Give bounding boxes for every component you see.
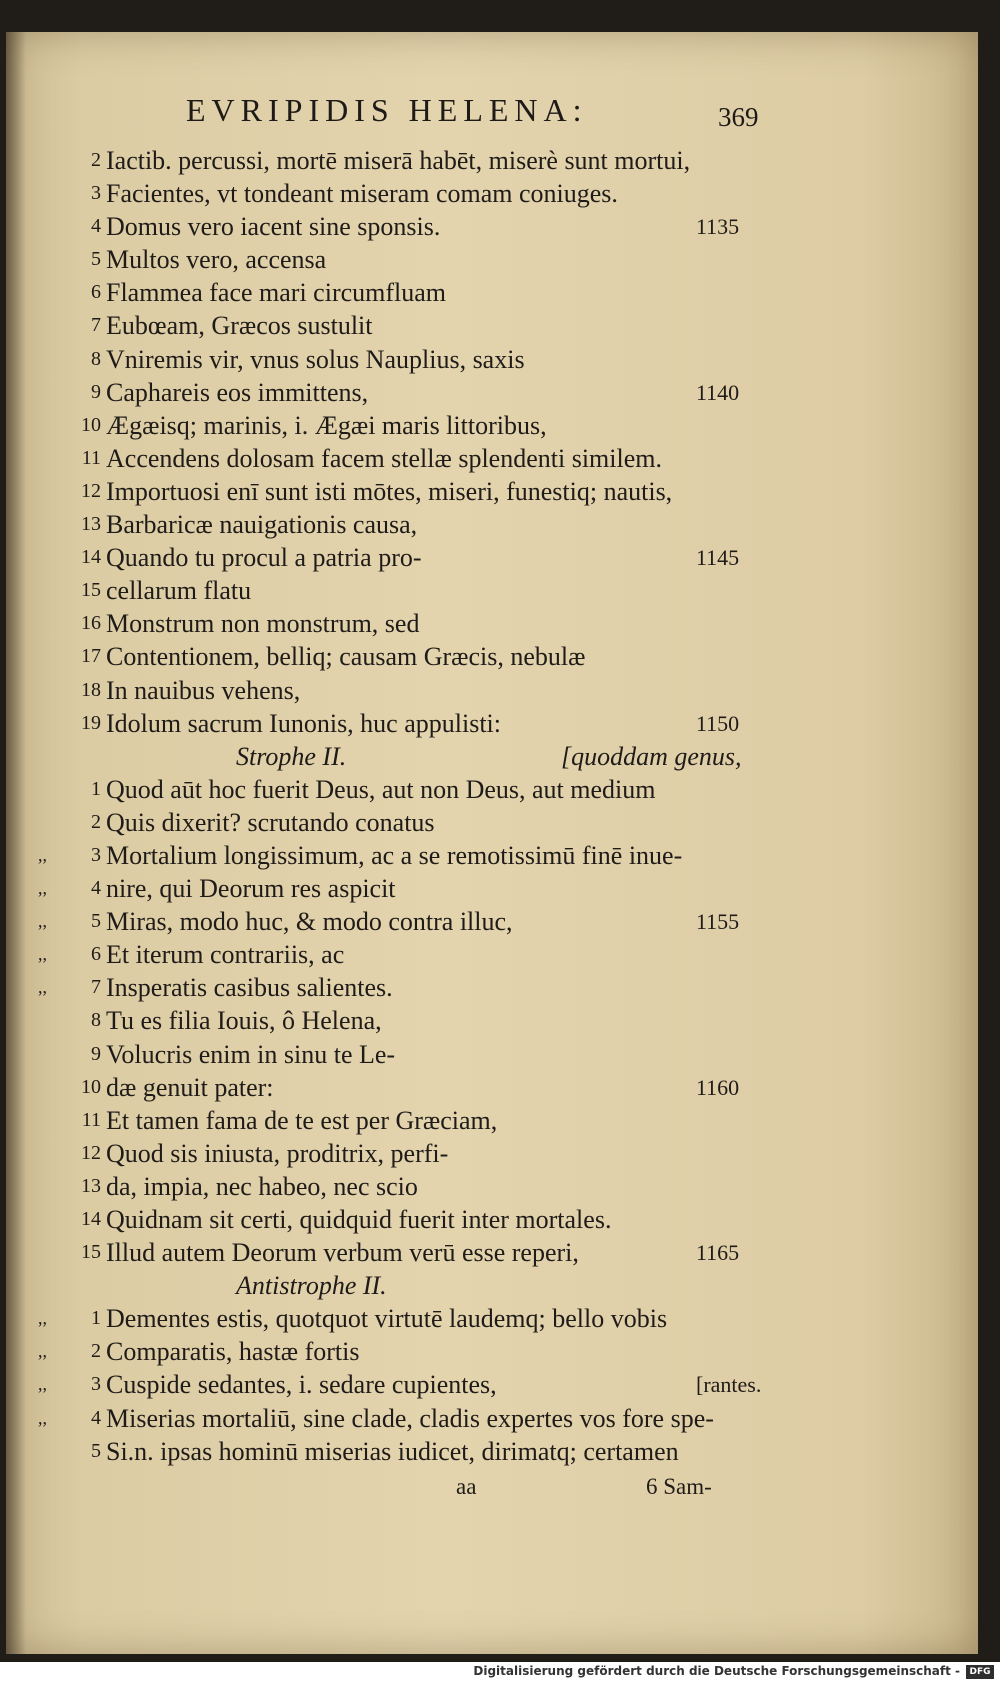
line-text: Miras, modo huc, & modo contra illuc, [106,907,513,937]
line-text: In nauibus vehens, [106,675,301,705]
line-text: da, impia, nec habeo, nec scio [106,1171,418,1201]
text-line [6,607,978,640]
line-number: 12 [81,1141,101,1164]
line-marker: ,, [38,977,47,998]
line-number: 16 [81,612,101,635]
line-number: 15 [81,579,101,602]
line-number: 15 [81,1241,101,1264]
running-title: EVRIPIDIS HELENA: [186,92,588,128]
line-number: 6 [91,281,101,304]
text-line [6,1104,978,1137]
line-number: 9 [91,380,101,403]
line-text: Quod sis iniusta, proditrix, perfi- [106,1138,449,1168]
line-number: 9 [91,1042,101,1065]
line-text: Caphareis eos immittens, [106,377,369,407]
text-line [6,971,978,1004]
line-marker: ,, [38,944,47,965]
text-line [6,376,978,409]
text-line [6,1236,978,1269]
footer-bar [0,1662,1000,1683]
line-number: 11 [81,1108,101,1131]
line-number: 3 [91,182,101,205]
line-number: 2 [91,1340,101,1363]
line-text: Domus vero iacent sine sponsis. [106,212,441,242]
text-line [6,144,978,177]
line-number: 10 [81,413,101,436]
line-number: 18 [81,678,101,701]
line-text: Accendens dolosam facem stellæ splendenti similem. [106,443,662,473]
line-text: Quod aūt hoc fuerit Deus, aut non Deus, aut medium [106,774,656,804]
line-number: 14 [81,546,101,569]
text-line [6,343,978,376]
verse-number: 1150 [696,710,740,736]
line-number: 10 [81,1075,101,1098]
line-text: Idolum sacrum Iunonis, huc appulisti: [106,708,502,738]
line-marker: ,, [38,1407,47,1428]
line-text: Quis dixerit? scrutando conatus [106,807,435,837]
verse-number: 1145 [696,545,740,571]
line-number: 4 [91,215,101,238]
line-text: Contentionem, belliq; causam Græcis, nebulæ [106,642,586,672]
line-text: Si.n. ipsas hominū miserias iudicet, dirimatq; certamen [106,1436,679,1466]
text-line [6,309,978,342]
signature-mark: aa [456,1474,477,1499]
text-line [6,872,978,905]
text-line [6,442,978,475]
line-number: 17 [81,645,101,668]
catchword: 6 Sam- [646,1474,712,1499]
line-number: 12 [81,479,101,502]
line-text: Flammea face mari circumfluam [106,278,447,308]
line-text: Mortalium longissimum, ac a se remotissimū finē inue- [106,840,683,870]
line-text: Illud autem Deorum verbum verū esse reperi, [106,1238,579,1268]
line-text: dæ genuit pater: [106,1072,274,1102]
verse-number: 1165 [696,1240,740,1266]
line-number: 2 [91,149,101,171]
line-number: 8 [91,347,101,370]
line-text: Facientes, vt tondeant miseram comam coniuges. [106,179,618,209]
line-number: 14 [81,1208,101,1230]
line-number: 11 [81,446,101,469]
antistrophe-heading [6,1269,978,1302]
line-text: nire, qui Deorum res aspicit [106,874,396,904]
verse-number: 1160 [696,1074,740,1100]
line-text: Importuosi enī sunt isti mōtes, miseri, funestiq; nautis, [106,476,673,506]
text-line [6,1137,978,1170]
line-marker: ,, [38,1341,47,1362]
text-line [6,210,978,243]
verse-number: 1155 [696,909,740,935]
verse-number: [rantes. [696,1372,762,1398]
text-line [6,707,978,740]
funding-credit: Digitalisierung gefördert durch die Deutsche Forschungsgemeinschaft - [473,1664,960,1678]
text-line [6,1071,978,1104]
line-number: 6 [91,943,101,966]
line-number: 19 [81,711,101,734]
text-line [6,1402,978,1435]
line-number: 4 [91,877,101,900]
line-number: 5 [91,1439,101,1462]
line-marker: ,, [38,1308,47,1329]
text-line [6,640,978,673]
text-line [6,409,978,442]
text-line [6,574,978,607]
antistrophe-title: Antistrophe II. [236,1271,387,1301]
book-page [6,32,978,1654]
line-text: Dementes estis, quotquot virtutē laudemq; bello vobis [106,1304,668,1334]
text-line [6,1368,978,1401]
line-number: 3 [91,843,101,866]
text-line [6,1170,978,1203]
text-line [6,1335,978,1368]
line-text: Miserias mortaliū, sine clade, cladis expertes vos fore spe- [106,1403,714,1433]
text-line [6,1435,978,1468]
line-number: 13 [81,1174,101,1197]
page-number: 369 [718,102,759,132]
text-line [6,475,978,508]
line-text: Quidnam sit certi, quidquid fuerit inter mortales. [106,1205,612,1234]
running-head [6,92,978,142]
text-line [6,177,978,210]
text-line [6,276,978,309]
line-number: 3 [91,1373,101,1396]
line-text: Multos vero, accensa [106,245,327,275]
text-block [6,144,978,1468]
line-marker: ,, [38,911,47,932]
line-marker: ,, [38,878,47,899]
line-number: 1 [91,777,101,800]
strophe-title: Strophe II. [236,741,347,771]
text-line [6,1203,978,1236]
line-number: 13 [81,513,101,536]
verse-number: 1135 [696,214,740,240]
text-line [6,1004,978,1037]
line-text: Cuspide sedantes, i. sedare cupientes, [106,1370,497,1400]
line-number: 7 [91,976,101,999]
line-text: Volucris enim in sinu te Le- [106,1039,396,1069]
line-text: Comparatis, hastæ fortis [106,1337,360,1367]
line-text: Insperatis casibus salientes. [106,973,393,1003]
line-text: Tu es filia Iouis, ô Helena, [106,1006,382,1036]
dfg-logo-icon: DFG [966,1665,994,1679]
line-text: Barbaricæ nauigationis causa, [106,510,418,540]
line-number: 5 [91,248,101,271]
line-number: 7 [91,314,101,337]
line-text: Ægæisq; marinis, i. Ægæi maris littoribus, [106,410,547,440]
line-text: Quando tu procul a patria pro- [106,543,422,573]
text-line [6,839,978,872]
text-line [6,243,978,276]
line-text: Iactib. percussi, mortē miserā habēt, miserè sunt mortui, [106,146,691,175]
text-line [6,773,978,806]
text-line [6,905,978,938]
line-number: 5 [91,910,101,933]
line-number: 1 [91,1307,101,1330]
line-text: Vniremis vir, vnus solus Nauplius, saxis [106,344,525,374]
line-number: 8 [91,1009,101,1032]
text-line [6,938,978,971]
text-line [6,508,978,541]
strophe-heading [6,740,978,773]
text-line [6,1038,978,1071]
text-line [6,1302,978,1335]
line-text: Et iterum contrariis, ac [106,940,345,970]
line-marker: ,, [38,844,47,865]
verse-number: 1140 [696,379,740,405]
strophe-gloss: [quoddam genus, [561,741,742,771]
line-number: 4 [91,1406,101,1429]
text-line [6,674,978,707]
line-text: Eubœam, Græcos sustulit [106,311,373,341]
line-number: 2 [91,810,101,833]
line-text: Monstrum non monstrum, sed [106,609,420,639]
line-text: Et tamen fama de te est per Græciam, [106,1105,498,1135]
text-line [6,541,978,574]
text-line [6,806,978,839]
line-marker: ,, [38,1374,47,1395]
line-text: cellarum flatu [106,576,252,606]
